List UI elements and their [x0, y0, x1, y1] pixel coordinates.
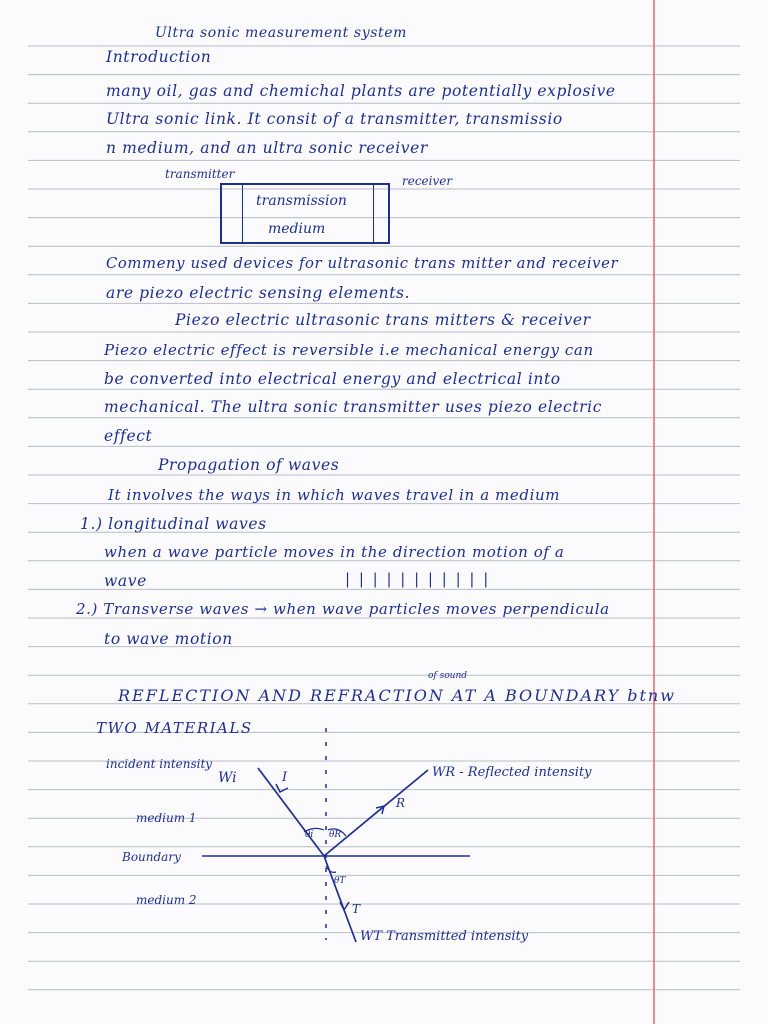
text-line-18: 2.) Transverse waves → when wave particles moves perpendicula — [76, 600, 610, 618]
incident-arrow — [276, 784, 288, 792]
medium2-label: medium 2 — [136, 893, 197, 907]
text-line-9: Piezo electric effect is reversible i.e mechanical energy can — [104, 341, 594, 359]
text-line-15: 1.) longitudinal waves — [80, 515, 267, 533]
of-sound-note: of sound — [428, 671, 468, 681]
r-label: R — [396, 796, 406, 810]
box-text-medium: medium — [268, 221, 326, 237]
text-line-12: effect — [104, 427, 153, 445]
transmitter-label: transmitter — [165, 167, 235, 181]
text-line-10: be converted into electrical energy and electrical into — [104, 370, 561, 388]
heading-title: Ultra sonic measurement system — [155, 25, 407, 41]
text-line-7: are piezo electric sensing elements. — [106, 284, 411, 302]
text-line-14: It involves the ways in which waves travel in a medium — [108, 486, 561, 504]
wi-label: Wi — [218, 770, 237, 786]
text-line-4: Ultra sonic link. It consit of a transmitter, transmissio — [106, 110, 563, 128]
text-line-3: many oil, gas and chemichal plants are potentially explosive — [106, 82, 616, 100]
t-label: T — [352, 902, 361, 916]
incident-intensity-label: incident intensity — [106, 757, 213, 771]
text-line-6: Commeny used devices for ultrasonic trans mitter and receiver — [106, 255, 619, 272]
theta-t-label: θT — [334, 876, 346, 886]
heading-introduction: Introduction — [106, 48, 212, 66]
boundary-label: Boundary — [122, 850, 181, 864]
i-label: I — [282, 770, 288, 785]
transmitted-ray — [324, 856, 356, 942]
box-text-transmission: transmission — [256, 193, 347, 209]
wt-label: WT Transmitted intensity — [360, 929, 529, 944]
transmitted-arrow — [340, 902, 349, 910]
reflected-ray — [324, 770, 428, 856]
receiver-label: receiver — [402, 174, 453, 188]
text-line-5: n medium, and an ultra sonic receiver — [106, 139, 428, 157]
text-line-11: mechanical. The ultra sonic transmitter uses piezo electric — [104, 398, 603, 416]
incident-ray — [258, 768, 324, 856]
theta-i-label: θi — [305, 830, 314, 840]
subheading-propagation: Propagation of waves — [158, 456, 340, 474]
wave-marks: | | | | | | | | | | | — [345, 570, 491, 588]
medium1-label: medium 1 — [136, 811, 197, 825]
heading-reflection: REFLECTION AND REFRACTION AT A BOUNDARY btnw — [118, 686, 676, 705]
subheading-piezo: Piezo electric ultrasonic trans mitters & receiver — [175, 311, 591, 329]
theta-r-label: θR — [329, 830, 342, 840]
text-line-19: to wave motion — [104, 630, 233, 648]
text-line-16: when a wave particle moves in the direction motion of a — [104, 543, 565, 561]
wr-label: WR - Reflected intensity — [432, 765, 592, 780]
text-line-17: wave — [104, 572, 147, 590]
heading-two-materials: TWO MATERIALS — [96, 719, 253, 737]
